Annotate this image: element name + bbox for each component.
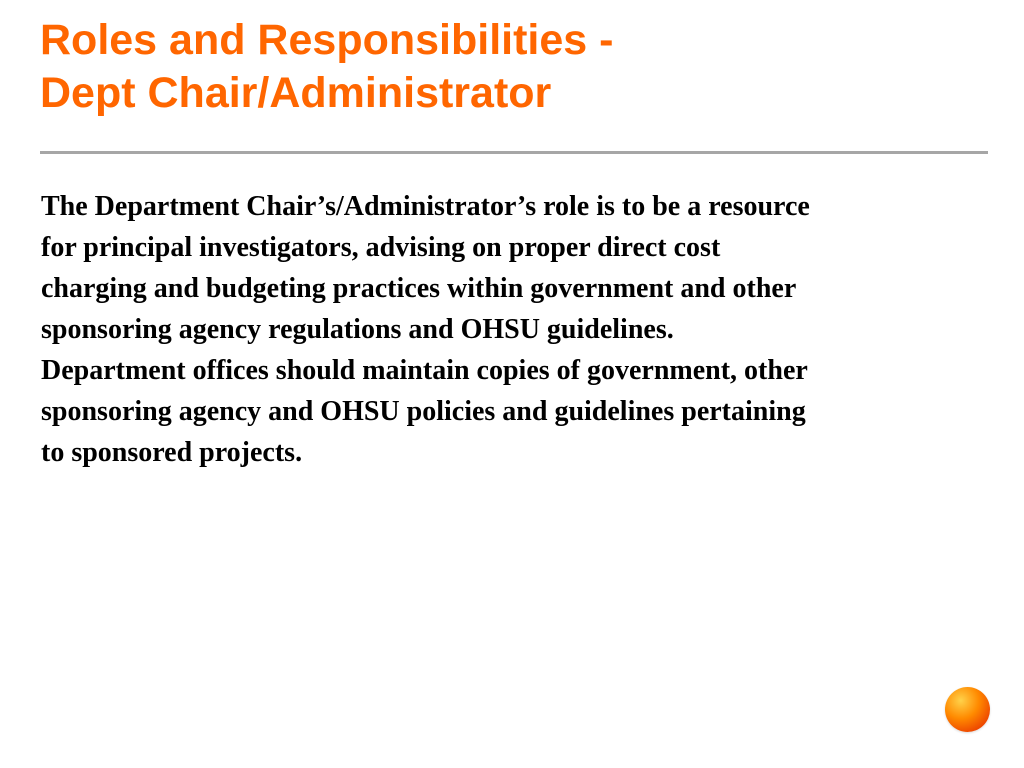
slide-title: Roles and Responsibilities - Dept Chair/Administrator xyxy=(40,16,614,117)
slide-body-text: The Department Chair’s/Administrator’s role is to be a resource for principal investigators, advising on proper direct cost charging and budgeting practices within government and other sponsoring agency regulations and OHSU guidelines. Department offices should maintain copies of government, other sponsoring agency and OHSU policies and guidelines pertaining to sponsored projects. xyxy=(41,191,810,468)
title-divider xyxy=(40,151,988,154)
orange-sphere-icon xyxy=(945,687,990,732)
